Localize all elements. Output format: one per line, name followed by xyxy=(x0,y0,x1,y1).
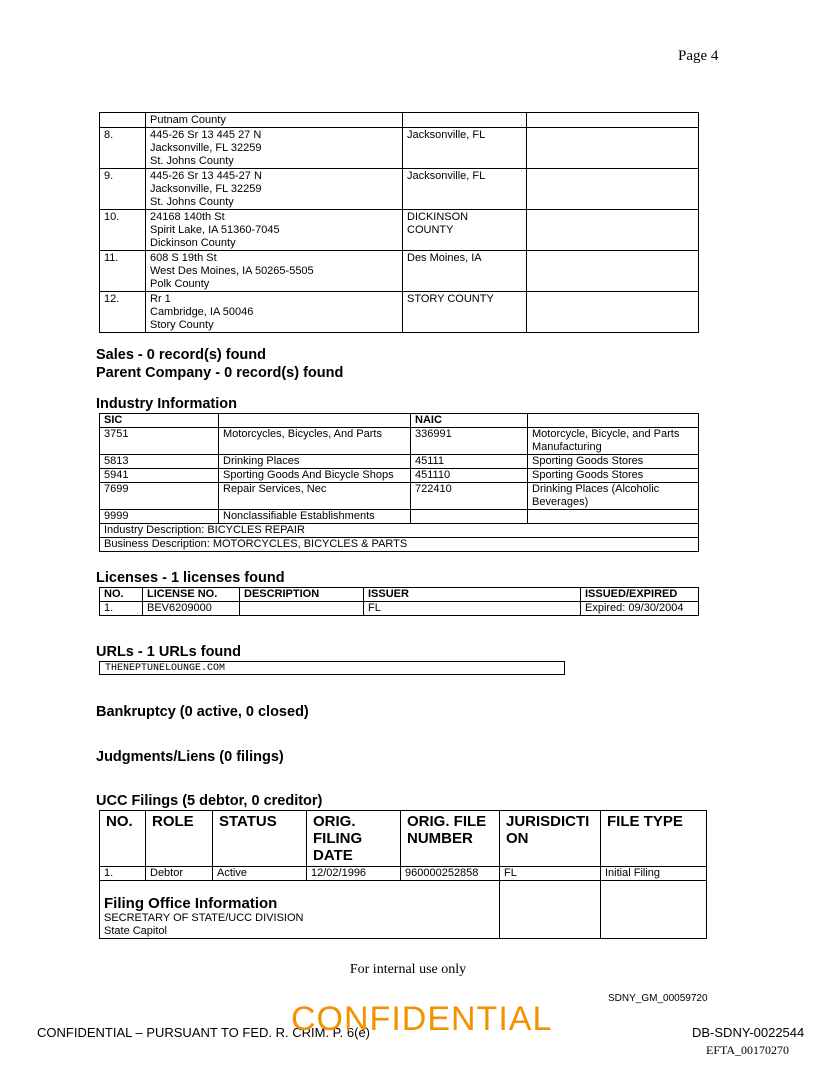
address-extra xyxy=(527,210,699,251)
address-location: Jacksonville, FL xyxy=(403,169,527,210)
address-line: Putnam County xyxy=(150,114,226,126)
url-value: THENEPTUNELOUNGE.COM xyxy=(99,661,565,675)
efta-id: EFTA_00170270 xyxy=(706,1043,790,1057)
filing-office-line: State Capitol xyxy=(104,925,167,937)
ucc-column-header: ORIG. FILING DATE xyxy=(307,811,401,867)
industry-cell: 3751 xyxy=(100,428,219,455)
ucc-cell: Initial Filing xyxy=(601,867,707,881)
address-lines xyxy=(146,128,403,169)
filing-office-line: SECRETARY OF STATE/UCC DIVISION xyxy=(104,912,304,924)
industry-cell: Motorcycles, Bicycles, And Parts xyxy=(219,428,411,455)
table-row xyxy=(100,455,699,469)
sic-desc-header xyxy=(219,414,411,428)
address-line: West Des Moines, IA 50265-5505 xyxy=(150,265,314,277)
license-cell xyxy=(240,602,364,616)
industry-description: Industry Description: BICYCLES REPAIR xyxy=(100,524,699,538)
license-cell: BEV6209000 xyxy=(143,602,240,616)
sic-header: SIC xyxy=(100,414,219,428)
db-bates-id: DB-SDNY-0022544 xyxy=(692,1025,805,1040)
table-row xyxy=(100,251,699,292)
industry-cell: 9999 xyxy=(100,510,219,524)
address-lines xyxy=(146,113,403,128)
ucc-cell: 960000252858 xyxy=(401,867,500,881)
industry-cell: Drinking Places xyxy=(219,455,411,469)
industry-cell: 5813 xyxy=(100,455,219,469)
address-lines xyxy=(146,292,403,333)
address-extra xyxy=(527,128,699,169)
industry-cell: Motorcycle, Bicycle, and Parts Manufacturing xyxy=(528,428,699,455)
license-number-header: LICENSE NO. xyxy=(143,588,240,602)
address-location: DICKINSON COUNTY xyxy=(403,210,527,251)
address-line: Dickinson County xyxy=(150,237,236,249)
confidential-stamp: CONFIDENTIAL xyxy=(291,1000,553,1038)
licenses-heading: Licenses - 1 licenses found xyxy=(96,570,285,586)
address-number: 10. xyxy=(100,210,146,251)
address-location: STORY COUNTY xyxy=(403,292,527,333)
address-lines xyxy=(146,210,403,251)
industry-cell: Nonclassifiable Establishments xyxy=(219,510,411,524)
address-line: 608 S 19th St xyxy=(150,252,217,264)
table-row xyxy=(100,510,699,524)
page-number: Page 4 xyxy=(678,48,719,64)
industry-cell xyxy=(411,510,528,524)
ucc-heading: UCC Filings (5 debtor, 0 creditor) xyxy=(96,793,323,809)
filing-office-cell xyxy=(100,881,500,939)
address-extra xyxy=(527,113,699,128)
industry-heading: Industry Information xyxy=(96,396,237,412)
sdny-bates-id: SDNY_GM_00059720 xyxy=(608,993,708,1004)
address-extra xyxy=(527,251,699,292)
address-line: Jacksonville, FL 32259 xyxy=(150,183,262,195)
ucc-column-header: JURISDICTI ON xyxy=(500,811,601,867)
internal-use-note: For internal use only xyxy=(349,962,467,977)
address-extra xyxy=(527,292,699,333)
address-line: Polk County xyxy=(150,278,210,290)
address-line: St. Johns County xyxy=(150,196,234,208)
address-line: Spirit Lake, IA 51360-7045 xyxy=(150,224,280,236)
address-location: Des Moines, IA xyxy=(403,251,527,292)
address-line: 24168 140th St xyxy=(150,211,225,223)
license-cell: 1. xyxy=(100,602,143,616)
industry-table xyxy=(99,413,699,552)
address-line: 445-26 Sr 13 445-27 N xyxy=(150,170,262,182)
industry-cell xyxy=(528,510,699,524)
address-number: 12. xyxy=(100,292,146,333)
naic-header: NAIC xyxy=(411,414,528,428)
urls-heading: URLs - 1 URLs found xyxy=(96,644,241,660)
table-row xyxy=(100,483,699,510)
table-row xyxy=(100,428,699,455)
license-description-header: DESCRIPTION xyxy=(240,588,364,602)
industry-cell: 45111 xyxy=(411,455,528,469)
address-line: St. Johns County xyxy=(150,155,234,167)
table-row xyxy=(100,469,699,483)
ucc-table xyxy=(99,810,707,939)
filing-office-heading: Filing Office Information xyxy=(104,895,278,912)
ucc-column-header: FILE TYPE xyxy=(601,811,707,867)
address-line: Story County xyxy=(150,319,214,331)
license-cell: Expired: 09/30/2004 xyxy=(581,602,699,616)
ucc-cell: 1. xyxy=(100,867,146,881)
licenses-table xyxy=(99,587,699,616)
industry-cell: 7699 xyxy=(100,483,219,510)
judgments-heading: Judgments/Liens (0 filings) xyxy=(96,749,284,765)
industry-cell: Sporting Goods And Bicycle Shops xyxy=(219,469,411,483)
industry-cell: 451110 xyxy=(411,469,528,483)
address-location xyxy=(403,113,527,128)
address-number: 11. xyxy=(100,251,146,292)
industry-cell: 336991 xyxy=(411,428,528,455)
license-issued-header: ISSUED/EXPIRED xyxy=(581,588,699,602)
naic-desc-header xyxy=(528,414,699,428)
empty-cell xyxy=(500,881,601,939)
parent-company-heading: Parent Company - 0 record(s) found xyxy=(96,365,344,381)
address-line: Cambridge, IA 50046 xyxy=(150,306,254,318)
ucc-column-header: STATUS xyxy=(213,811,307,867)
empty-cell xyxy=(601,881,707,939)
table-row xyxy=(100,867,707,881)
license-issuer-header: ISSUER xyxy=(364,588,581,602)
table-row xyxy=(100,113,699,128)
address-line: 445-26 Sr 13 445 27 N xyxy=(150,129,262,141)
license-cell: FL xyxy=(364,602,581,616)
address-number xyxy=(100,113,146,128)
ucc-column-header: ROLE xyxy=(146,811,213,867)
industry-cell: Repair Services, Nec xyxy=(219,483,411,510)
ucc-cell: 12/02/1996 xyxy=(307,867,401,881)
table-row xyxy=(100,292,699,333)
ucc-cell: Debtor xyxy=(146,867,213,881)
table-row xyxy=(100,602,699,616)
address-number: 8. xyxy=(100,128,146,169)
table-row xyxy=(100,128,699,169)
ucc-column-header: ORIG. FILE NUMBER xyxy=(401,811,500,867)
table-row xyxy=(100,210,699,251)
ucc-cell: Active xyxy=(213,867,307,881)
confidential-notice: CONFIDENTIAL – PURSUANT TO FED. R. CRIM. P. 6(e) xyxy=(37,1025,371,1040)
business-description: Business Description: MOTORCYCLES, BICYCLES & PARTS xyxy=(100,538,699,552)
industry-cell: 722410 xyxy=(411,483,528,510)
bankruptcy-heading: Bankruptcy (0 active, 0 closed) xyxy=(96,704,309,720)
address-number: 9. xyxy=(100,169,146,210)
ucc-cell: FL xyxy=(500,867,601,881)
address-line: Rr 1 xyxy=(150,293,171,305)
address-line: Jacksonville, FL 32259 xyxy=(150,142,262,154)
address-location: Jacksonville, FL xyxy=(403,128,527,169)
address-table xyxy=(99,112,699,333)
industry-cell: Sporting Goods Stores xyxy=(528,469,699,483)
industry-cell: Drinking Places (Alcoholic Beverages) xyxy=(528,483,699,510)
address-lines xyxy=(146,251,403,292)
sales-heading: Sales - 0 record(s) found xyxy=(96,347,267,363)
industry-cell: Sporting Goods Stores xyxy=(528,455,699,469)
license-no-header: NO. xyxy=(100,588,143,602)
address-lines xyxy=(146,169,403,210)
ucc-column-header: NO. xyxy=(100,811,146,867)
table-row xyxy=(100,169,699,210)
address-extra xyxy=(527,169,699,210)
industry-cell: 5941 xyxy=(100,469,219,483)
